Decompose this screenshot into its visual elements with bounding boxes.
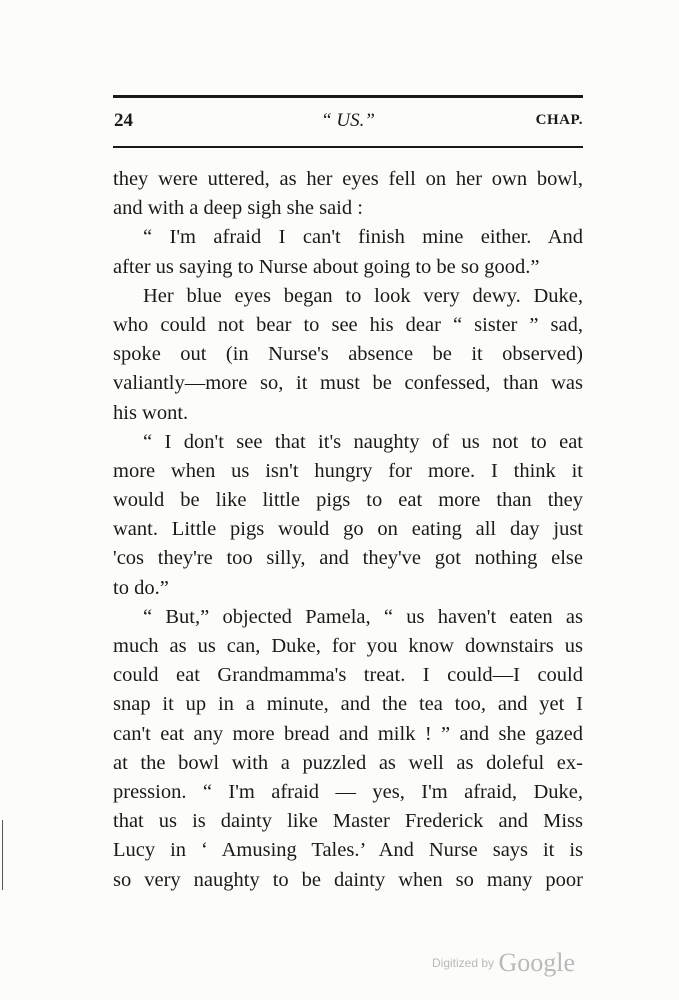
text-line: spoke out (in Nurse's absence be it observed) [113, 343, 583, 366]
text-line: would be like little pigs to eat more than they [113, 489, 583, 512]
text-line: pression. “ I'm afraid — yes, I'm afraid, Duke, [113, 780, 583, 803]
running-title: “ US.” [321, 110, 375, 131]
text-line: who could not bear to see his dear “ sister ” sad, [113, 313, 583, 336]
text-line: can't eat any more bread and milk ! ” and she gazed [113, 722, 583, 745]
text-line: Lucy in ‘ Amusing Tales.’ And Nurse says it is [113, 839, 583, 862]
google-logo: Google [498, 948, 576, 977]
text-line: so very naughty to be dainty when so many poor [113, 868, 583, 891]
text-line: more when us isn't hungry for more. I think it [113, 459, 583, 482]
text-line: snap it up in a minute, and the tea too, and yet I [113, 693, 583, 716]
text-line: to do.” [113, 576, 169, 599]
text-line: could eat Grandmamma's treat. I could—I could [113, 664, 583, 687]
text-line: “ I'm afraid I can't finish mine either. And [143, 226, 583, 249]
text-line: 'cos they're too silly, and they've got nothing else [113, 547, 583, 570]
watermark-prefix: Digitized by [432, 956, 495, 970]
scan-edge-mark [2, 820, 3, 890]
text-line: valiantly—more so, it must be confessed, than was [113, 372, 583, 395]
text-line: and with a deep sigh she said : [113, 197, 363, 220]
top-rule [113, 95, 583, 98]
header-rule [113, 146, 583, 148]
text-line: Her blue eyes began to look very dewy. Duke, [143, 284, 583, 307]
text-line: want. Little pigs would go on eating all day just [113, 518, 583, 541]
running-head [113, 110, 583, 136]
body-text [113, 165, 583, 895]
text-line: “ But,” objected Pamela, “ us haven't eaten as [143, 605, 583, 628]
text-line: at the bowl with a puzzled as well as doleful ex- [113, 751, 583, 774]
text-line: they were uttered, as her eyes fell on her own bowl, [113, 168, 583, 190]
text-line: “ I don't see that it's naughty of us not to eat [143, 430, 583, 453]
text-line: that us is dainty like Master Frederick and Miss [113, 810, 583, 833]
text-line: after us saying to Nurse about going to be so good.” [113, 255, 540, 278]
text-line: much as us can, Duke, for you know downstairs us [113, 635, 583, 657]
chapter-label: CHAP. [535, 112, 583, 128]
digitized-watermark [432, 948, 575, 978]
page-number: 24 [114, 110, 133, 131]
text-line: his wont. [113, 401, 189, 424]
